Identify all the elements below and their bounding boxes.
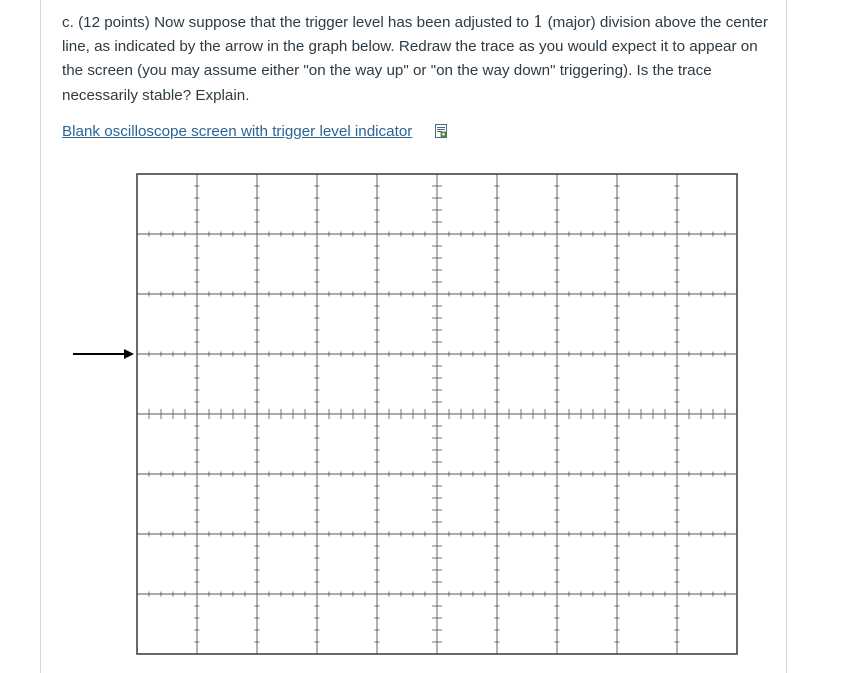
content-frame-left-border bbox=[40, 0, 41, 673]
question-text-part-2: (major) division above the center line, as indicated by the arrow in the graph below. Redraw the trace as you would expect it to appear on the screen (you may assume either "on the way up" or "on the way down" triggering). Is the trace necessarily stable? Explain. bbox=[62, 14, 768, 104]
question-text bbox=[62, 10, 777, 108]
trigger-level-arrow-icon bbox=[73, 349, 134, 359]
question-text-part-1: Now suppose that the trigger level has been adjusted to bbox=[154, 14, 529, 31]
oscilloscope-screen bbox=[70, 170, 750, 665]
question-label: c. bbox=[62, 14, 74, 31]
question-points: (12 points) bbox=[78, 14, 150, 31]
trigger-level-number: 1 bbox=[533, 12, 544, 31]
content-frame-right-border bbox=[786, 0, 787, 673]
document-preview-icon[interactable] bbox=[433, 123, 449, 139]
figure-link[interactable]: Blank oscilloscope screen with trigger level indicator bbox=[62, 123, 413, 140]
trigger-arrow-head bbox=[124, 349, 134, 359]
